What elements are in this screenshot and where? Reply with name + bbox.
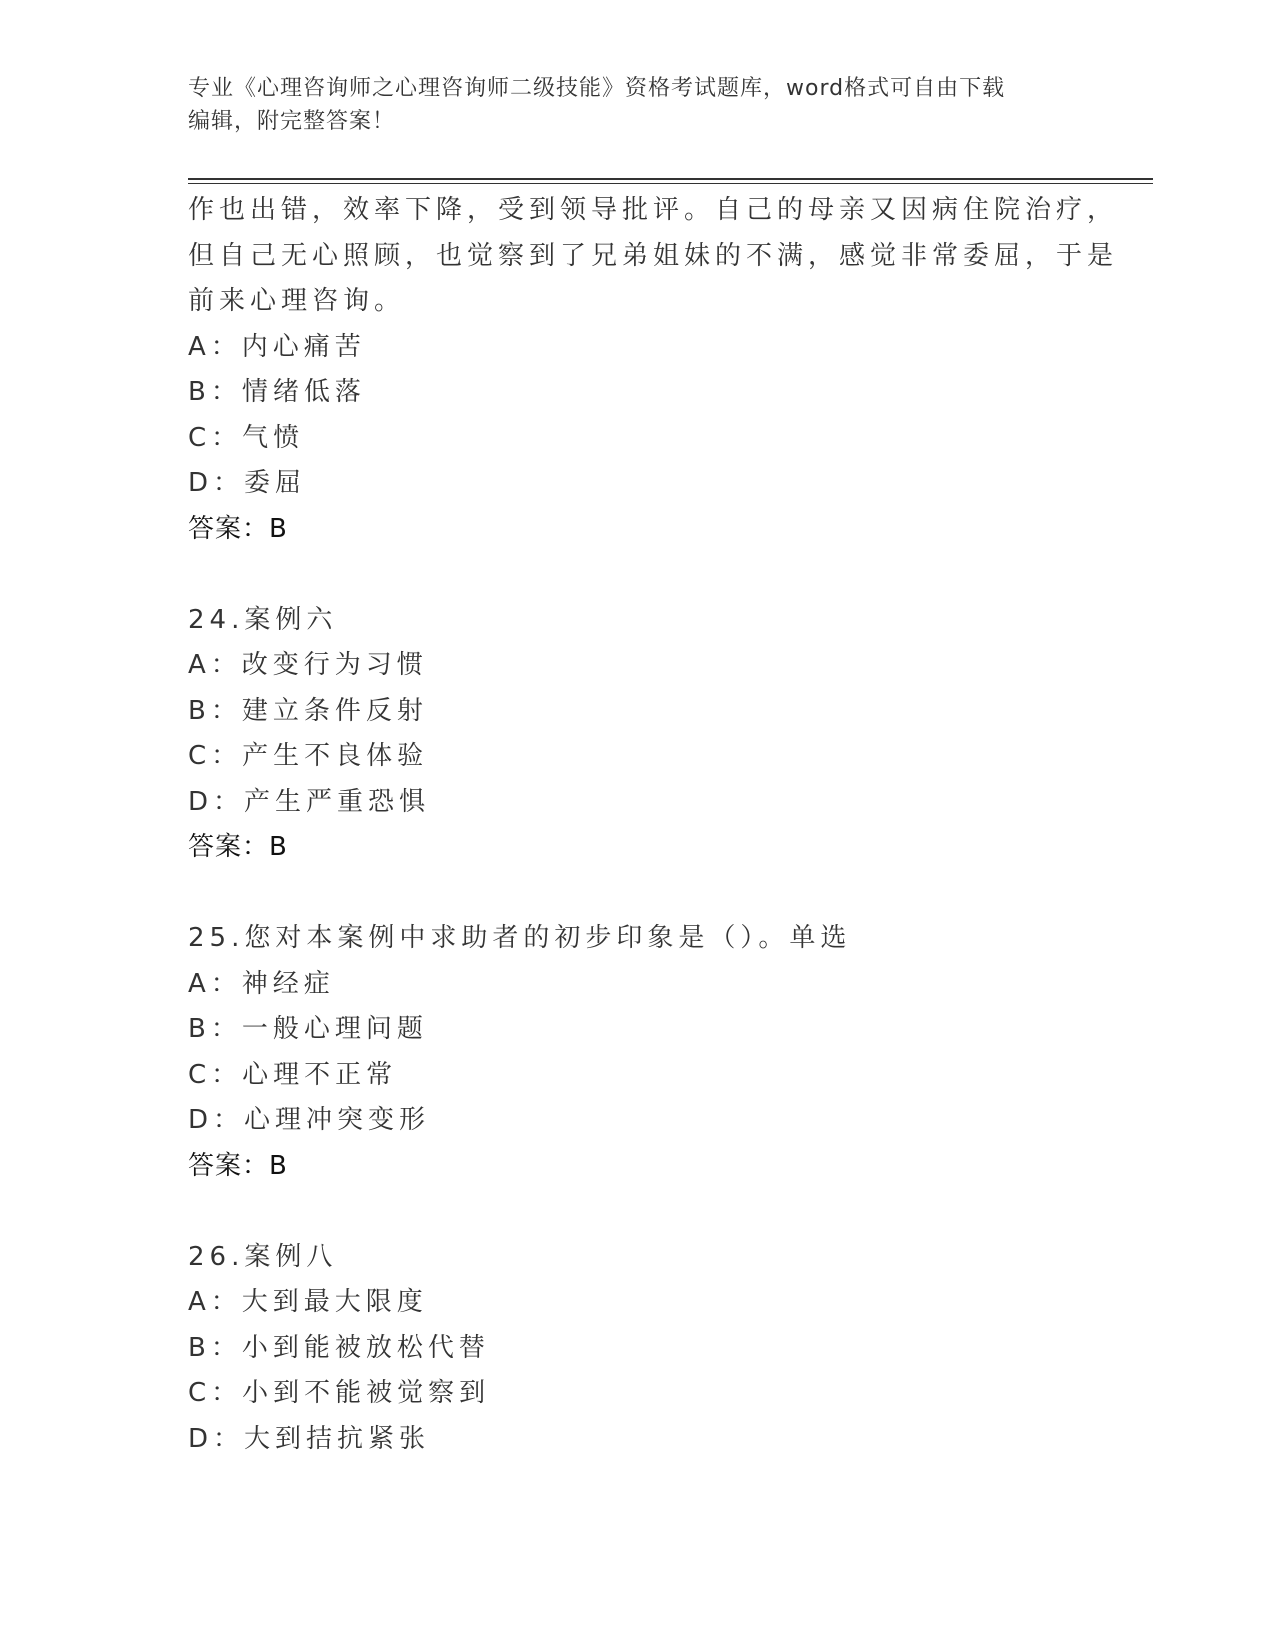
question-text-line: 作也出错，效率下降，受到领导批评。自己的母亲又因病住院治疗，	[188, 195, 1119, 225]
option-c: C：心理不正常	[188, 1059, 398, 1090]
document-header	[188, 72, 1068, 138]
question-24	[188, 598, 1088, 871]
option-b: B：一般心理问题	[188, 1014, 428, 1044]
option-b: B：小到能被放松代替	[188, 1332, 490, 1363]
option-d: D：大到拮抗紧张	[188, 1423, 431, 1454]
header-line-1: 专业《心理咨询师之心理咨询师二级技能》资格考试题库，word格式可自由下载	[188, 76, 1006, 101]
question-text-line: 但自己无心照顾，也觉察到了兄弟姐妹的不满，感觉非常委屈，于是	[188, 240, 1119, 271]
header-divider-thin	[188, 183, 1153, 184]
option-c: C：气愤	[188, 422, 305, 453]
option-a: A：神经症	[188, 968, 335, 999]
question-23-continued	[188, 188, 1119, 552]
question-content	[188, 188, 1119, 1462]
question-stem: 24.案例六	[188, 604, 338, 635]
question-stem: 26.案例八	[188, 1241, 338, 1272]
option-d: D：心理冲突变形	[188, 1105, 431, 1135]
option-d: D：产生严重恐惧	[188, 786, 431, 817]
option-a: A：改变行为习惯	[188, 650, 428, 680]
question-26	[188, 1235, 1088, 1463]
option-c: C：小到不能被觉察到	[188, 1378, 491, 1408]
option-a: A：大到最大限度	[188, 1287, 428, 1317]
answer-line: 答案：B	[188, 1150, 288, 1181]
option-b: B：建立条件反射	[188, 695, 428, 726]
header-line-2: 编辑，附完整答案！	[188, 109, 396, 134]
spacer	[188, 1189, 1088, 1235]
question-text-line: 前来心理咨询。	[188, 286, 406, 316]
answer-line: 答案：B	[188, 513, 288, 544]
option-c: C：产生不良体验	[188, 741, 429, 771]
spacer	[188, 552, 1088, 598]
question-stem: 25.您对本案例中求助者的初步印象是（）。单选	[188, 923, 852, 953]
option-d: D：委屈	[188, 468, 307, 498]
answer-line: 答案：B	[188, 832, 288, 862]
spacer	[188, 871, 1088, 917]
question-25	[188, 916, 1088, 1189]
header-divider	[188, 178, 1153, 180]
option-b: B：情绪低落	[188, 377, 366, 407]
option-a: A：内心痛苦	[188, 331, 366, 362]
